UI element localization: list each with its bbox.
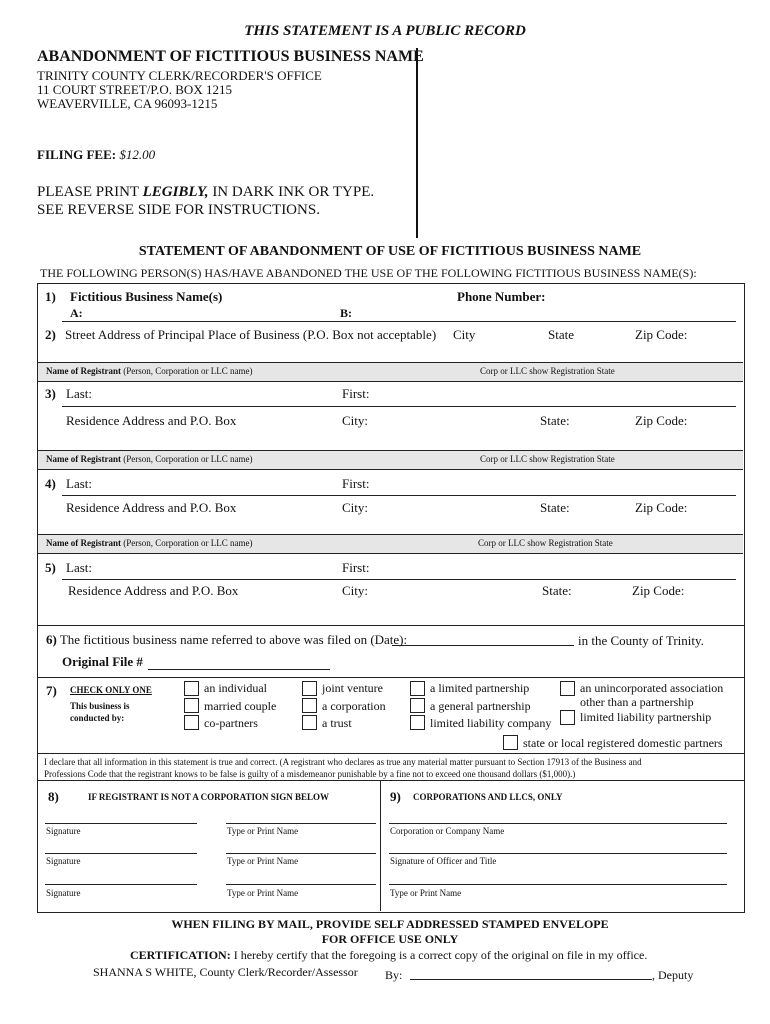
section6-number: 6) [46, 632, 57, 647]
registrant4-residence: Residence Address and P.O. Box [66, 500, 237, 515]
checkbox-copartners[interactable] [184, 715, 199, 730]
original-file-line[interactable] [148, 669, 330, 670]
option-corporation: a corporation [322, 699, 386, 713]
registrant3-residence: Residence Address and P.O. Box [66, 413, 237, 428]
type-name-line-1[interactable] [226, 823, 376, 824]
business-name-label: Fictitious Business Name(s) [70, 289, 223, 304]
registrant5-zip: Zip Code: [632, 583, 685, 598]
type-name-line-2[interactable] [226, 853, 376, 854]
checkbox-general-partnership[interactable] [410, 698, 425, 713]
filing-fee-label: FILING FEE: [37, 147, 117, 162]
business-name-a: A: [70, 306, 83, 320]
section9-number: 9) [390, 789, 401, 804]
mail-instruction: WHEN FILING BY MAIL, PROVIDE SELF ADDRESSED STAMPED ENVELOPE [171, 917, 609, 931]
office-use-only: FOR OFFICE USE ONLY [321, 932, 459, 946]
original-file-label: Original File # [62, 654, 143, 669]
office-city: WEAVERVILLE, CA 96093-1215 [37, 96, 218, 111]
section2-zip: Zip Code: [635, 327, 688, 342]
header-divider [416, 48, 418, 238]
checkbox-limited-partnership[interactable] [410, 681, 425, 696]
type-name-label-2: Type or Print Name [227, 856, 299, 866]
option-unincorporated-1: an unincorporated association [580, 681, 724, 695]
section2-state: State [548, 327, 574, 342]
company-name-label: Corporation or Company Name [390, 826, 505, 836]
option-married: married couple [204, 699, 277, 713]
registrant3-city: City: [342, 413, 369, 428]
registrant3-line [62, 406, 736, 407]
option-limited-partnership: a limited partnership [430, 681, 530, 695]
section8-title: IF REGISTRANT IS NOT A CORPORATION SIGN BELOW [88, 792, 329, 802]
registrant4-last: Last: [66, 476, 92, 491]
officer-signature-line[interactable] [389, 853, 727, 854]
registrant-bar-4-corp: Corp or LLC show Registration State [480, 454, 615, 464]
section6-filed-label: The fictitious business name referred to above was filed on (Date): [59, 632, 408, 647]
signature-line-2[interactable] [45, 853, 197, 854]
registrant3-last: Last: [66, 386, 92, 401]
office-name: TRINITY COUNTY CLERK/RECORDER'S OFFICE [37, 68, 322, 83]
registrant5-state: State: [542, 583, 572, 598]
certification [130, 948, 647, 963]
public-record-notice: THIS STATEMENT IS A PUBLIC RECORD [244, 23, 526, 39]
declaration-top-rule [38, 753, 744, 754]
signature-label-1: Signature [46, 826, 81, 836]
section6-text [46, 632, 407, 648]
registrant4-number: 4) [45, 476, 56, 491]
office-street: 11 COURT STREET/P.O. BOX 1215 [37, 82, 232, 97]
registrant5-last: Last: [66, 560, 92, 575]
section8-number: 8) [48, 789, 59, 804]
registrant-bar-5-corp: Corp or LLC show Registration State [478, 538, 613, 548]
checkbox-llp[interactable] [560, 710, 575, 725]
reverse-instruction: SEE REVERSE SIDE FOR INSTRUCTIONS. [37, 202, 320, 218]
filing-fee [37, 147, 155, 163]
option-individual: an individual [204, 681, 267, 695]
deputy-signature-line[interactable] [410, 979, 652, 980]
print-legibly: LEGIBLY, [142, 184, 209, 200]
type-name-line-3[interactable] [226, 884, 376, 885]
checkbox-individual[interactable] [184, 681, 199, 696]
deputy-label: , Deputy [652, 968, 694, 982]
signature-line-1[interactable] [45, 823, 197, 824]
option-llp: limited liability partnership [580, 710, 712, 724]
registrant3-first: First: [342, 386, 370, 401]
business-name-b: B: [340, 306, 352, 320]
section6-top-rule [38, 625, 744, 626]
registrant5-number: 5) [45, 560, 56, 575]
registrant4-first: First: [342, 476, 370, 491]
registrant-bar-3-label: Name of Registrant (Person, Corporation or LLC name) [46, 366, 253, 376]
section2-city: City [453, 327, 476, 342]
certification-text: I hereby certify that the foregoing is a correct copy of the original on file in my office. [233, 948, 648, 962]
business-is-label: This business is [70, 701, 130, 711]
signature-divider [380, 780, 381, 911]
checkbox-corporation[interactable] [302, 698, 317, 713]
declaration-bottom-rule [38, 780, 744, 781]
registrant3-zip: Zip Code: [635, 413, 688, 428]
by-label: By: [385, 968, 403, 982]
certification-label: CERTIFICATION: [130, 948, 231, 962]
checkbox-unincorporated[interactable] [560, 681, 575, 696]
option-joint-venture: joint venture [322, 681, 383, 695]
option-domestic-partners: state or local registered domestic partners [523, 736, 723, 750]
signature-line-3[interactable] [45, 884, 197, 885]
officer-type-name-line[interactable] [389, 884, 727, 885]
type-name-label-3: Type or Print Name [227, 888, 299, 898]
option-unincorporated-2: other than a partnership [580, 695, 694, 709]
signature-label-2: Signature [46, 856, 81, 866]
registrant-bar-3-corp: Corp or LLC show Registration State [480, 366, 615, 376]
officer-type-name-label: Type or Print Name [390, 888, 462, 898]
statement-heading: STATEMENT OF ABANDONMENT OF USE OF FICTITIOUS BUSINESS NAME [138, 244, 642, 259]
registrant5-first: First: [342, 560, 370, 575]
registrant-bar-4-label: Name of Registrant (Person, Corporation or LLC name) [46, 454, 253, 464]
clerk-name: SHANNA S WHITE, County Clerk/Recorder/Assessor [93, 965, 358, 979]
registrant4-state: State: [540, 500, 570, 515]
section7-top-rule [38, 677, 744, 678]
declaration-line-2: Professions Code that the registrant knows to be false is guilty of a misdemeanor punishable by a fine not to exceed one thousand dollars ($1,000).) [44, 769, 576, 779]
registrant3-state: State: [540, 413, 570, 428]
registrant4-city: City: [342, 500, 369, 515]
print-prefix: PLEASE PRINT [37, 184, 139, 200]
statement-intro: THE FOLLOWING PERSON(S) HAS/HAVE ABANDONED THE USE OF THE FOLLOWING FICTITIOUS BUSINESS NAME(S): [40, 266, 697, 280]
option-trust: a trust [322, 716, 352, 730]
filing-fee-value: $12.00 [119, 147, 156, 162]
section1-number: 1) [45, 289, 56, 304]
registrant-bar-5-label: Name of Registrant (Person, Corporation or LLC name) [46, 538, 253, 548]
section2-number: 2) [45, 327, 56, 342]
type-name-label-1: Type or Print Name [227, 826, 299, 836]
check-one-label: CHECK ONLY ONE [70, 685, 152, 695]
section1-line [62, 321, 736, 322]
registrant4-zip: Zip Code: [635, 500, 688, 515]
registrant5-residence: Residence Address and P.O. Box [68, 583, 239, 598]
checkbox-married[interactable] [184, 698, 199, 713]
officer-signature-label: Signature of Officer and Title [390, 856, 497, 866]
conducted-by-label: conducted by: [70, 713, 125, 723]
registrant5-line [62, 579, 736, 580]
county-trinity: in the County of Trinity. [578, 633, 704, 648]
option-general-partnership: a general partnership [430, 699, 531, 713]
declaration-line-1: I declare that all information in this statement is true and correct. (A registrant who declares as true any material matter pursuant to Section 17913 of the Business and [44, 757, 642, 767]
company-name-line[interactable] [389, 823, 727, 824]
checkbox-llc[interactable] [410, 715, 425, 730]
registrant5-city: City: [342, 583, 369, 598]
section7-number: 7) [46, 683, 57, 698]
section9-title: CORPORATIONS AND LLCS, ONLY [413, 792, 563, 802]
checkbox-joint-venture[interactable] [302, 681, 317, 696]
street-address-label: Street Address of Principal Place of Business (P.O. Box not acceptable) [65, 327, 437, 342]
checkbox-trust[interactable] [302, 715, 317, 730]
print-suffix: IN DARK INK OR TYPE. [212, 184, 375, 200]
option-copartners: co-partners [204, 716, 258, 730]
signature-label-3: Signature [46, 888, 81, 898]
option-llc: limited liability company [430, 716, 552, 730]
checkbox-domestic-partners[interactable] [503, 735, 518, 750]
form-title: ABANDONMENT OF FICTITIOUS BUSINESS NAME [37, 48, 424, 65]
print-instruction [37, 184, 374, 201]
registrant4-line [62, 495, 736, 496]
filed-date-line[interactable] [392, 645, 574, 646]
phone-label: Phone Number: [457, 289, 546, 304]
registrant3-number: 3) [45, 386, 56, 401]
